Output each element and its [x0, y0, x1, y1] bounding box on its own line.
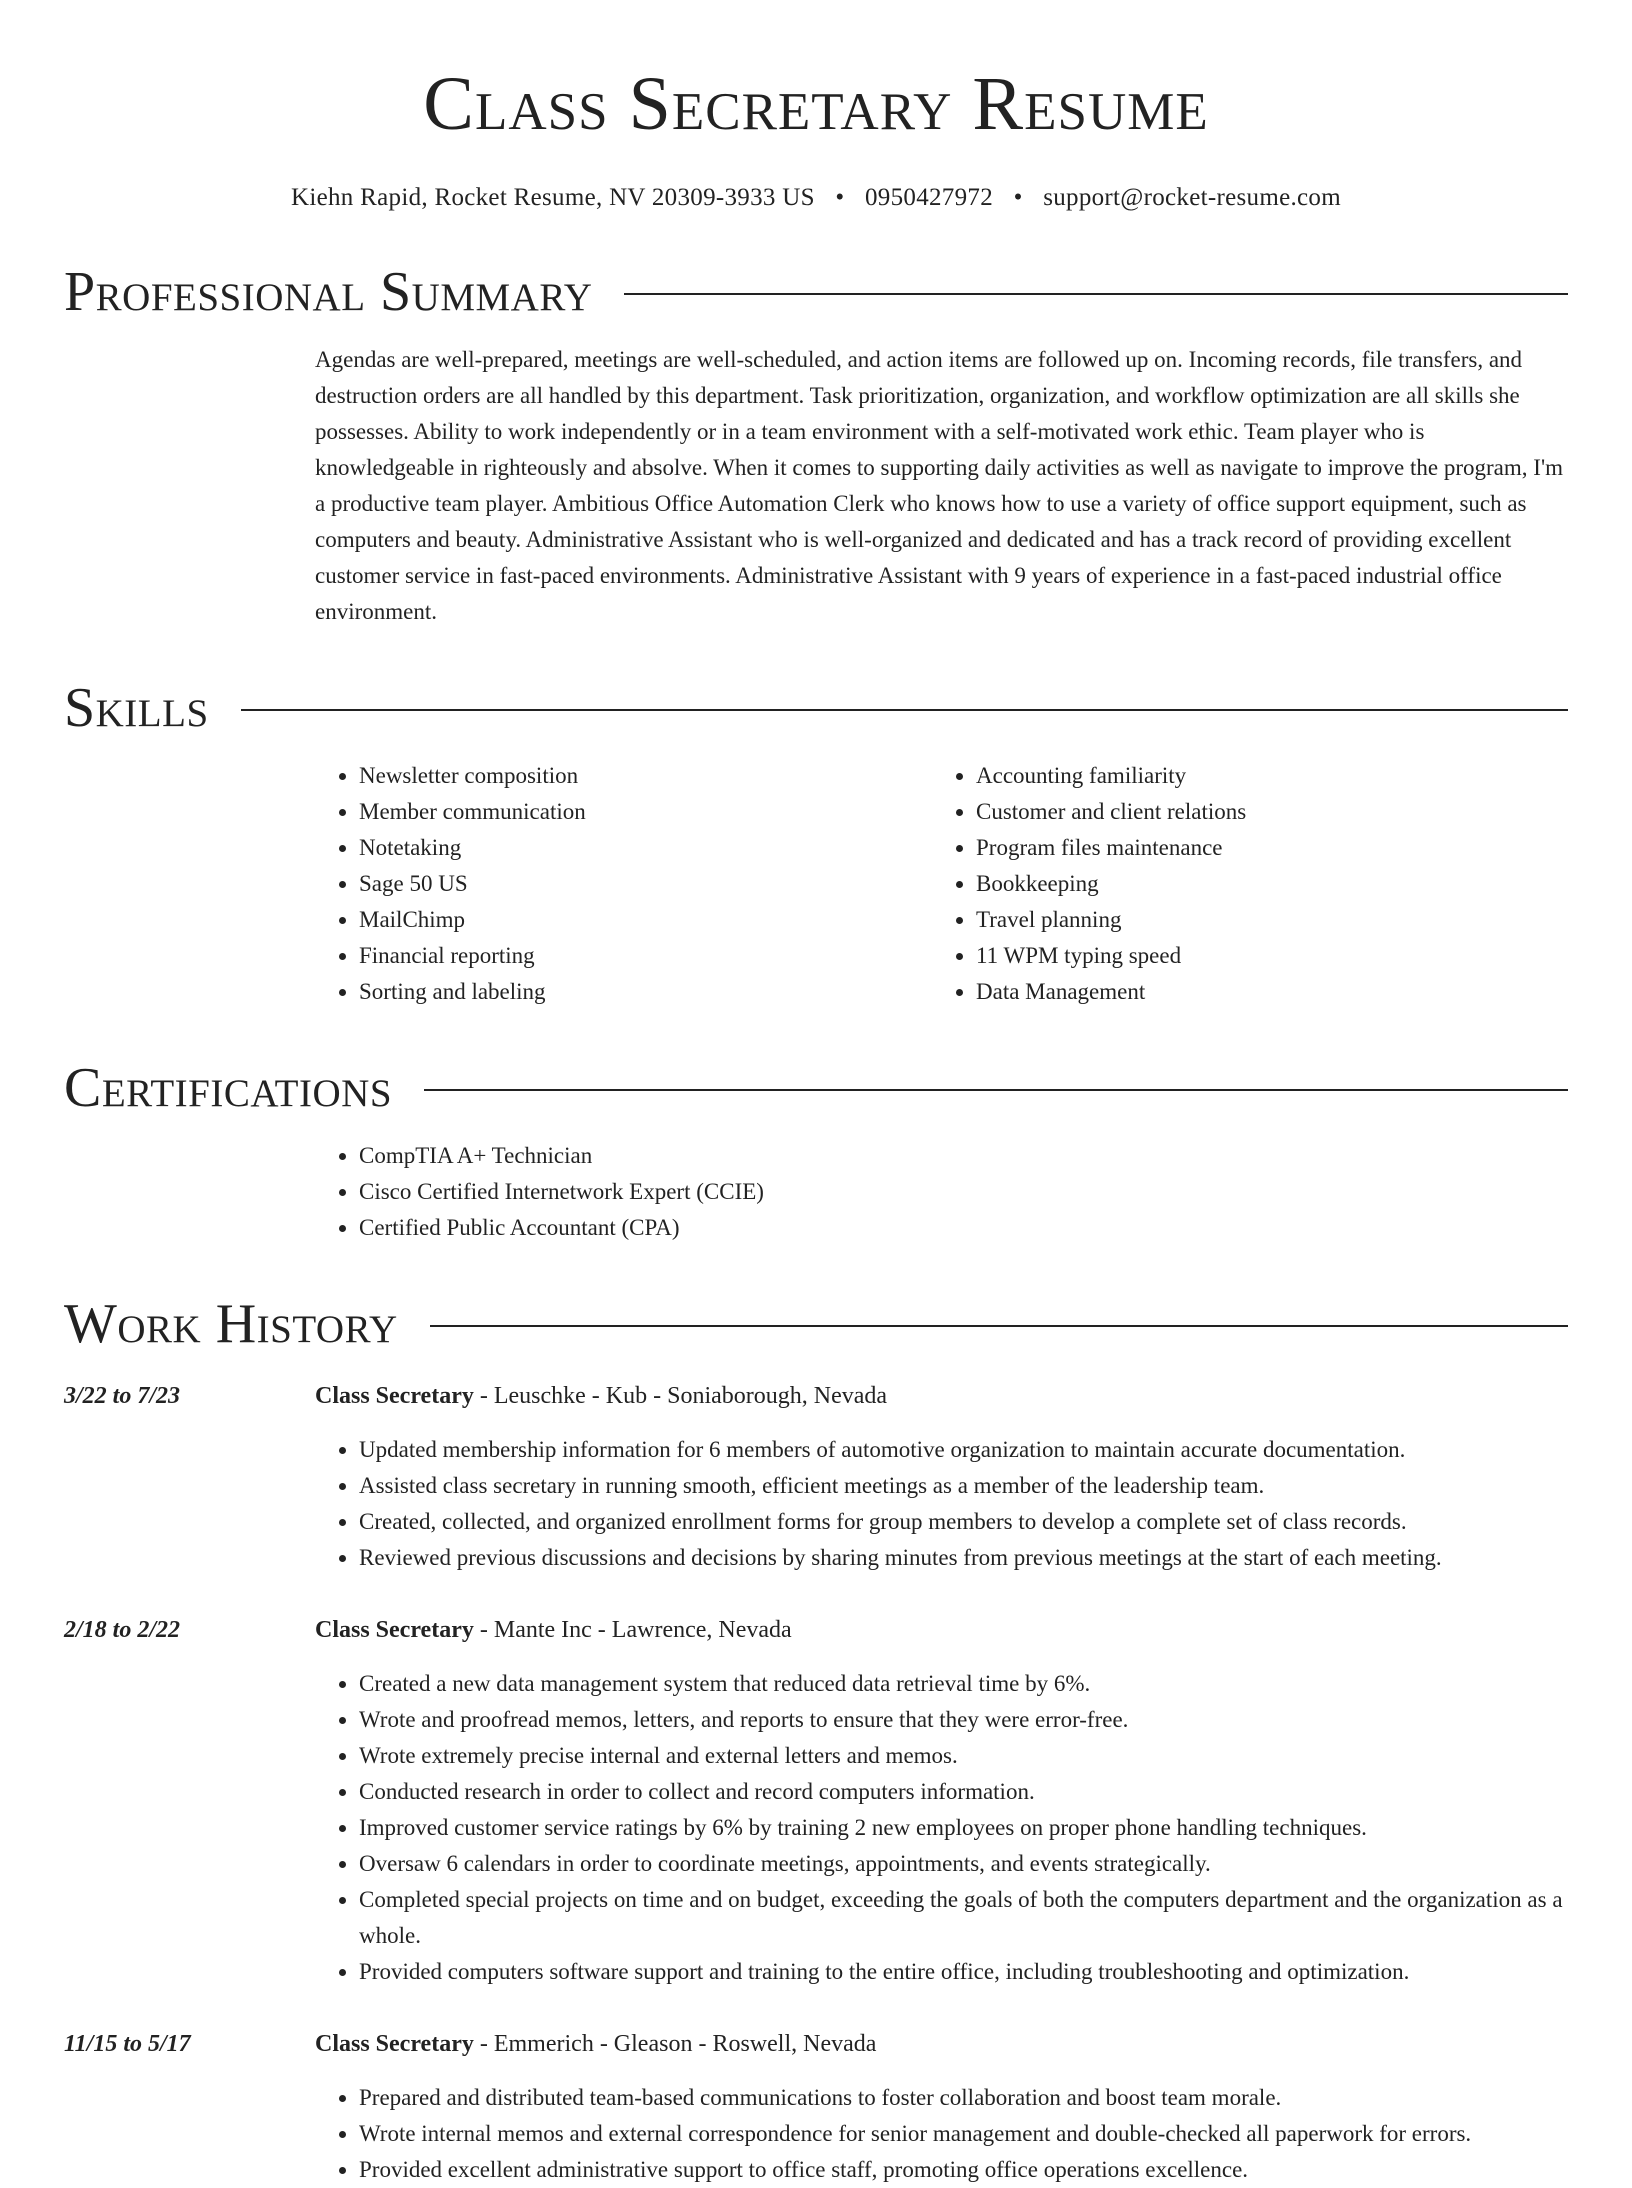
job-bullet: • Provided computers software support and training to the entire office, including troubleshooting and optimization. — [359, 1954, 1568, 1990]
job-dates: 2/18 to 2/22 — [64, 1617, 181, 1643]
skills-grid — [315, 758, 1568, 1010]
skill-item: • Sorting and labeling — [359, 974, 932, 1010]
certification-item: • CompTIA A+ Technician — [359, 1138, 1568, 1174]
skill-item: • MailChimp — [359, 902, 932, 938]
job-bullets — [315, 2080, 1568, 2188]
separator-dot: • — [835, 184, 845, 211]
skill-item: • Bookkeeping — [976, 866, 1549, 902]
section-header — [64, 1056, 1568, 1120]
section-header — [64, 676, 1568, 740]
section-title: Professional Summary — [64, 261, 593, 323]
job-header — [64, 1612, 1568, 1648]
skills-section — [64, 676, 1568, 1010]
certification-item: • Certified Public Accountant (CPA) — [359, 1210, 1568, 1246]
section-divider — [430, 1325, 1568, 1327]
job-bullet: • Created a new data management system that reduced data retrieval time by 6%. — [359, 1666, 1568, 1702]
job-dates: 3/22 to 7/23 — [64, 1383, 181, 1409]
skill-item: • Travel planning — [976, 902, 1549, 938]
job-bullet: • Conducted research in order to collect and record computers information. — [359, 1774, 1568, 1810]
certifications-section — [64, 1056, 1568, 1246]
section-divider — [424, 1089, 1568, 1091]
job-entry — [64, 1612, 1568, 1990]
job-heading — [315, 1378, 887, 1414]
skill-item: • Notetaking — [359, 830, 932, 866]
skills-list-left — [315, 758, 932, 1010]
job-title: Class Secretary — [315, 1617, 474, 1643]
skill-item: • Sage 50 US — [359, 866, 932, 902]
job-bullets — [315, 1666, 1568, 1990]
work-history-section — [64, 1292, 1568, 2188]
job-bullet: • Improved customer service ratings by 6% by training 2 new employees on proper phone handling techniques. — [359, 1810, 1568, 1846]
section-title: Certifications — [64, 1057, 393, 1119]
skill-item: • Program files maintenance — [976, 830, 1549, 866]
job-bullet: • Reviewed previous discussions and decisions by sharing minutes from previous meetings at the start of each meeting. — [359, 1540, 1568, 1576]
phone: 0950427972 — [865, 184, 993, 211]
job-bullet: • Oversaw 6 calendars in order to coordinate meetings, appointments, and events strategically. — [359, 1846, 1568, 1882]
job-employer: - Leuschke - Kub - Soniaborough, Nevada — [473, 1383, 888, 1409]
job-bullet: • Wrote extremely precise internal and external letters and memos. — [359, 1738, 1568, 1774]
section-divider — [241, 709, 1568, 711]
job-title: Class Secretary — [315, 1383, 474, 1409]
skills-list-right — [932, 758, 1549, 1010]
section-title: Skills — [64, 677, 209, 739]
page-title: Class Secretary Resume — [423, 62, 1209, 146]
job-bullet: • Updated membership information for 6 members of automotive organization to maintain accurate documentation. — [359, 1432, 1568, 1468]
address: Kiehn Rapid, Rocket Resume, NV 20309-3933 US — [291, 184, 815, 211]
job-bullet: • Assisted class secretary in running smooth, efficient meetings as a member of the leadership team. — [359, 1468, 1568, 1504]
job-entry — [64, 1378, 1568, 1576]
job-heading — [315, 1612, 792, 1648]
section-header — [64, 1292, 1568, 1356]
certification-item: • Cisco Certified Internetwork Expert (CCIE) — [359, 1174, 1568, 1210]
job-bullet: • Completed special projects on time and on budget, exceeding the goals of both the computers department and the organization as a whole. — [359, 1882, 1568, 1954]
job-header — [64, 1378, 1568, 1414]
summary-text: Agendas are well-prepared, meetings are well-scheduled, and action items are followed up on. Incoming records, file transfers, and destruction orders are all handled by this department. Task prioritization, organization, and workflow optimization are all skills she possesses. Ability to work independently or in a team environment with a self-motivated work ethic. Team player who is knowledgeable in righteously and absolve. When it comes to supporting daily activities as well as navigate to improve the program, I'm a productive team player. Ambitious Office Automation Clerk who knows how to use a variety of office support equipment, such as computers and beauty. Administrative Assistant who is well-organized and dedicated and has a track record of providing excellent customer service in fast-paced environments. Administrative Assistant with 9 years of experience in a fast-paced industrial office environment. — [315, 347, 1563, 624]
job-bullet: • Wrote and proofread memos, letters, and reports to ensure that they were error-free. — [359, 1702, 1568, 1738]
job-dates: 11/15 to 5/17 — [64, 2031, 191, 2057]
separator-dot: • — [1013, 184, 1023, 211]
job-bullet: • Prepared and distributed team-based communications to foster collaboration and boost team morale. — [359, 2080, 1568, 2116]
skill-item: • Customer and client relations — [976, 794, 1549, 830]
skill-item: • Newsletter composition — [359, 758, 932, 794]
skill-item: • Member communication — [359, 794, 932, 830]
job-bullets — [315, 1432, 1568, 1576]
job-header — [64, 2026, 1568, 2062]
contact-line — [64, 182, 1568, 214]
section-header — [64, 260, 1568, 324]
job-employer: - Mante Inc - Lawrence, Nevada — [473, 1617, 792, 1643]
skill-item: • Data Management — [976, 974, 1549, 1010]
skill-item: • Financial reporting — [359, 938, 932, 974]
email: support@rocket-resume.com — [1043, 184, 1341, 211]
skill-item: • Accounting familiarity — [976, 758, 1549, 794]
job-heading — [315, 2026, 876, 2062]
job-bullet: • Created, collected, and organized enrollment forms for group members to develop a complete set of class records. — [359, 1504, 1568, 1540]
summary-section — [64, 260, 1568, 630]
job-bullet: • Provided excellent administrative support to office staff, promoting office operations excellence. — [359, 2152, 1568, 2188]
job-employer: - Emmerich - Gleason - Roswell, Nevada — [473, 2031, 877, 2057]
section-title: Work History — [64, 1293, 398, 1355]
job-title: Class Secretary — [315, 2031, 474, 2057]
job-bullet: • Wrote internal memos and external correspondence for senior management and double-checked all paperwork for errors. — [359, 2116, 1568, 2152]
job-entry — [64, 2026, 1568, 2188]
certifications-list — [315, 1138, 1568, 1246]
skill-item: • 11 WPM typing speed — [976, 938, 1549, 974]
section-divider — [624, 293, 1568, 295]
